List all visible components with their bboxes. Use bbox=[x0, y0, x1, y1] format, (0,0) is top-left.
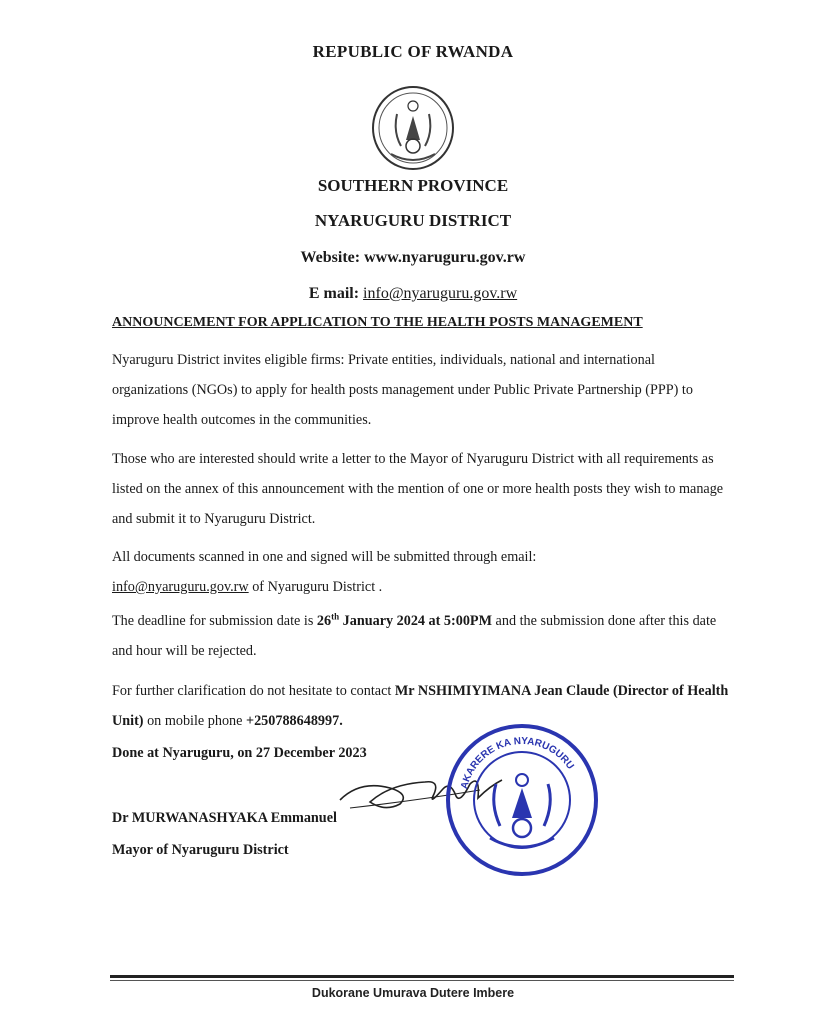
contact-person: Mr NSHIMIYIMANA Jean Claude (Director of Health Unit) bbox=[112, 683, 729, 729]
deadline-suffix: and the submission done after this date and hour will be rejected. bbox=[112, 613, 717, 659]
email-link[interactable]: info@nyaruguru.gov.rw bbox=[363, 285, 518, 302]
contact-prefix: For further clarification do not hesitate to contact bbox=[112, 683, 395, 699]
signer-role: Mayor of Nyaruguru District bbox=[112, 842, 289, 858]
deadline-day: 26 bbox=[316, 613, 332, 629]
footer-rule-thin bbox=[110, 980, 734, 981]
deadline-date bbox=[317, 613, 492, 629]
district-official-stamp bbox=[444, 722, 600, 878]
country-title: REPUBLIC OF RWANDA bbox=[312, 42, 514, 61]
paragraph-submission bbox=[112, 542, 732, 602]
footer-motto: Dukorane Umurava Dutere Imbere bbox=[311, 986, 515, 1000]
submission-email-link[interactable]: info@nyaruguru.gov.rw bbox=[112, 579, 249, 595]
submission-text: All documents scanned in one and signed will be submitted through email: bbox=[112, 549, 537, 565]
stamp-text: AKARERE KA NYARUGURU bbox=[459, 735, 576, 791]
website-label: Website: bbox=[300, 249, 361, 266]
paragraph-requirements: Those who are interested should write a letter to the Mayor of Nyaruguru District with all requirements as listed on the annex of this announcement with the mention of one or more health posts they wish to manage and submit it to Nyaruguru District. bbox=[112, 451, 724, 527]
announcement-heading: ANNOUNCEMENT FOR APPLICATION TO THE HEALTH POSTS MANAGEMENT bbox=[112, 315, 643, 330]
signer-name: Dr MURWANASHYAKA Emmanuel bbox=[112, 810, 337, 826]
email-line bbox=[0, 285, 826, 303]
paragraph-invitation: Nyaruguru District invites eligible firms: Private entities, individuals, national and international organizations (NGOs) to apply for health posts management under Public Private Partnership (PPP) to improve health outcomes in the communities. bbox=[112, 352, 693, 428]
contact-phone[interactable]: +250788648997. bbox=[245, 713, 343, 729]
footer-rule-thick bbox=[110, 975, 734, 978]
deadline-date-rest: January 2024 at 5:00PM bbox=[339, 613, 492, 629]
rwanda-coat-of-arms-emblem bbox=[369, 84, 457, 176]
contact-mid: on mobile phone bbox=[143, 713, 246, 729]
district-title: NYARUGURU DISTRICT bbox=[314, 211, 512, 230]
deadline-day-suffix: th bbox=[331, 611, 340, 622]
website-line bbox=[0, 249, 826, 267]
website-url[interactable]: www.nyaruguru.gov.rw bbox=[364, 249, 526, 266]
province-title: SOUTHERN PROVINCE bbox=[317, 176, 509, 195]
email-label: E mail: bbox=[308, 285, 360, 302]
paragraph-deadline bbox=[112, 606, 732, 666]
done-at-line: Done at Nyaruguru, on 27 December 2023 bbox=[112, 745, 367, 761]
submission-suffix: of Nyaruguru District . bbox=[248, 579, 383, 595]
paragraph-contact bbox=[112, 676, 732, 736]
deadline-prefix: The deadline for submission date is bbox=[112, 613, 317, 629]
